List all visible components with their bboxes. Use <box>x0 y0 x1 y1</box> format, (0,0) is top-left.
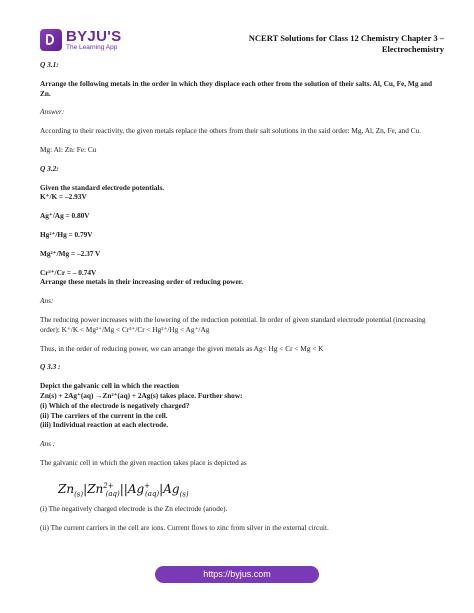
q32-potential-mg: Mg²⁺/Mg = –2.37 V <box>40 248 101 258</box>
q33-label: Q 3.3 : <box>40 362 61 372</box>
header-title-line1: NCERT Solutions for Class 12 Chemistry Chapter 3 – <box>248 33 444 43</box>
galvanic-cell-formula: $Zn_{(s)}|Zn^{2+}_{(aq)}||Ag^+_{(aq)}|Ag_{(s)}$ <box>58 481 189 499</box>
q32-answer-label: Ans: <box>40 296 54 306</box>
header-title-line2: Electrochemistry <box>381 44 444 54</box>
footer-url-link[interactable]: https://byjus.com <box>155 566 319 583</box>
q32-potential-cr: Cr³⁺/Cr = – 0.74V <box>40 267 97 277</box>
q31-order: Mg: Al: Zn: Fe: Cu <box>40 144 97 154</box>
byjus-logo <box>40 27 125 53</box>
q33-line4: (ii) The carriers of the current in the cell. <box>40 410 168 420</box>
q32-potential-ag: Ag⁺/Ag = 0.80V <box>40 211 90 221</box>
q33-line3: (i) Which of the electrode is negatively charged? <box>40 400 190 410</box>
q31-question: Arrange the following metals in the order in which they displace each other from the solution of their salts. Al, Cu, Fe, Mg and Zn. <box>40 78 433 98</box>
q32-potential-k: K⁺/K = –2.93V <box>40 192 87 202</box>
q33-line1: Depict the galvanic cell in which the reaction <box>40 381 180 391</box>
q33-answer-text: The galvanic cell in which the given reaction takes place is depicted as <box>40 457 247 467</box>
q31-label: Q 3.1: <box>40 60 59 69</box>
q32-potential-hg: Hg²⁺/Hg = 0.79V <box>40 229 93 239</box>
q32-label: Q 3.2: <box>40 163 59 173</box>
q33-line2: Zn(s) + 2Ag⁺(aq) →Zn²⁺(aq) + 2Ag(s) takes place. Further show: <box>40 390 243 400</box>
document-body <box>40 60 436 542</box>
logo-tagline: The Learning App <box>66 43 118 51</box>
q32-task: Arrange these metals in their increasing order of reducing power. <box>40 277 244 287</box>
q33-line5: (iii) Individual reaction at each electrode. <box>40 420 169 430</box>
q33-answer-ii: (ii) The current carriers in the cell are ions. Current flows to zinc from silver in the external circuit. <box>40 522 329 532</box>
q32-answer-order: Thus, in the order of reducing power, we can arrange the given metals as Ag< Hg < Cr < Mg < K <box>40 343 324 353</box>
q33-answer-i: (i) The negatively charged electrode is the Zn electrode (anode). <box>40 503 228 513</box>
q32-intro: Given the standard electrode potentials. <box>40 182 165 192</box>
q31-answer-text: According to their reactivity, the given metals replace the others from their salt solutions in the said order: Mg, Al, Zn, Fe, and Cu. <box>40 126 422 136</box>
byjus-logo-icon <box>40 29 62 51</box>
q33-answer-label: Ans : <box>40 439 56 449</box>
page-header-title <box>184 33 444 55</box>
logo-name: BYJU'S <box>66 27 122 45</box>
q31-answer-label: Answer: <box>40 107 65 117</box>
q32-answer-text: The reducing power increases with the lowering of the reduction potential. In order of given standard electrode potential (increasing order): K⁺/K < Mg²⁺/Mg < Cr³⁺/Cr < Hg²⁺/Hg < Ag⁺/Ag <box>40 314 426 334</box>
